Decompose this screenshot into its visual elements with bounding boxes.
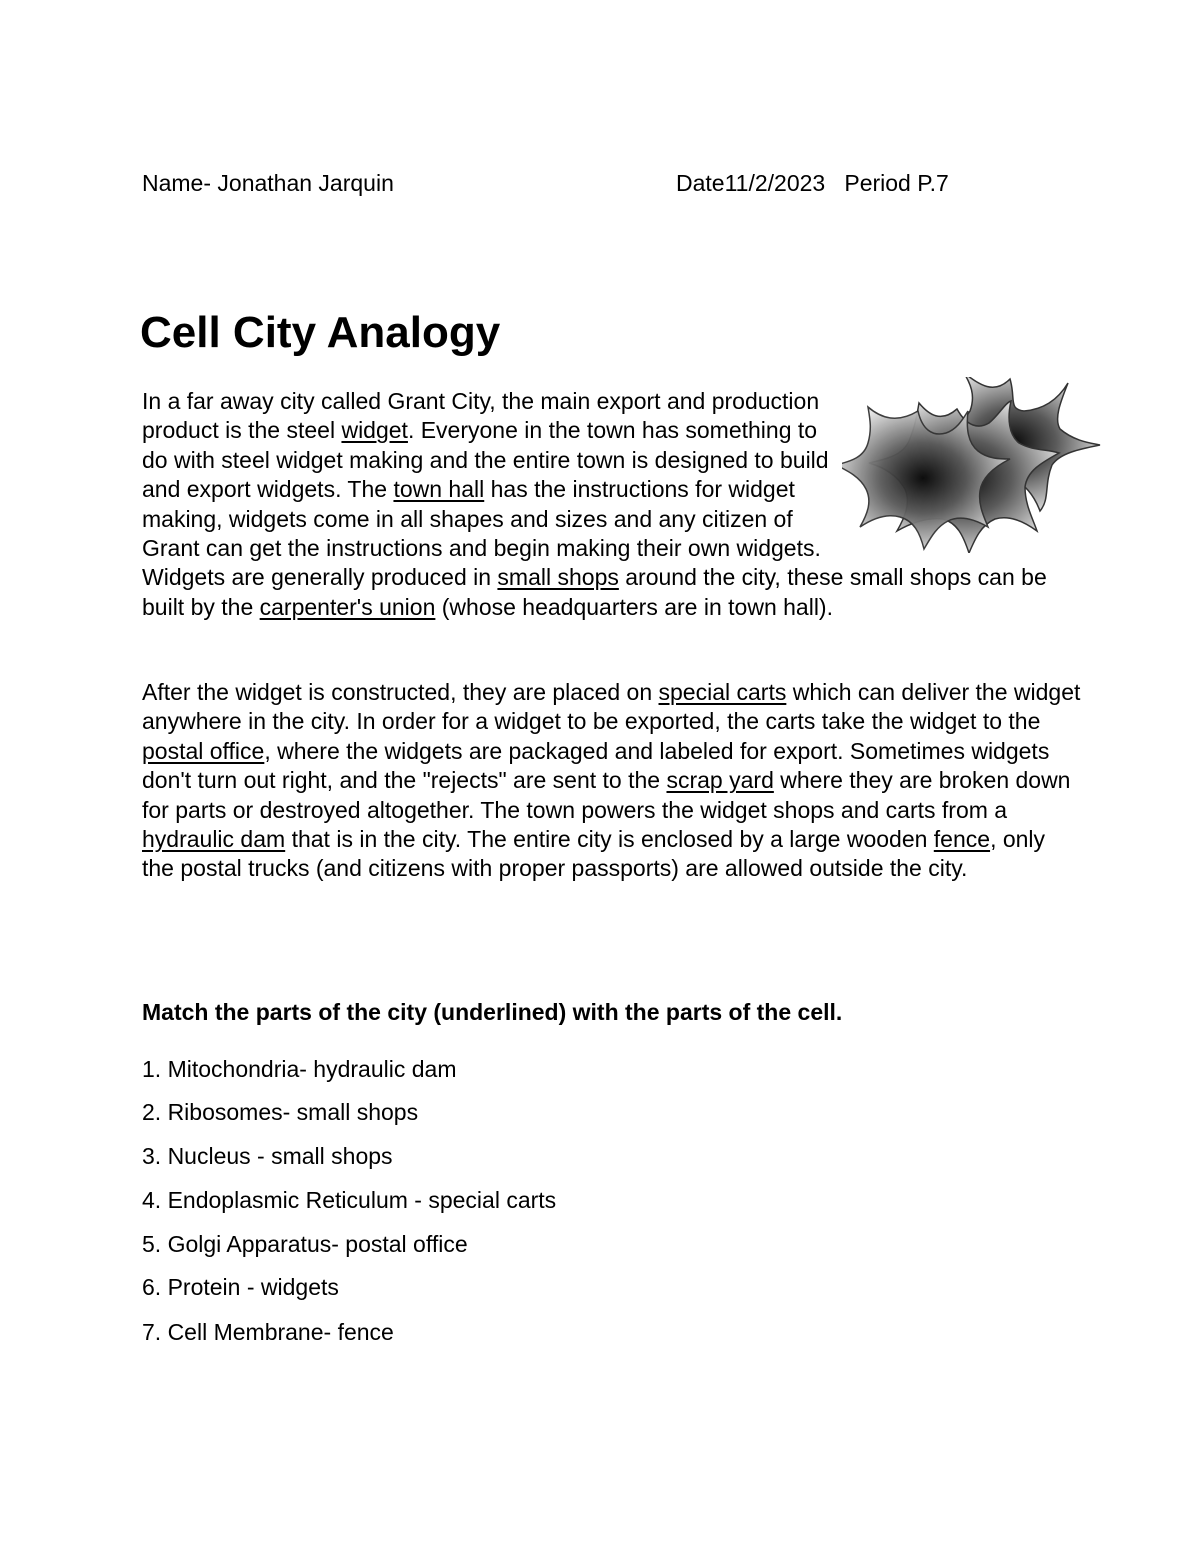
paragraph1-text-5: (whose headquarters are in town hall). <box>435 593 833 620</box>
term-scrap-yard: scrap yard <box>666 767 774 794</box>
widget-illustration <box>842 377 1112 553</box>
paragraph-city-description <box>142 387 1082 622</box>
widgets-illustration <box>842 377 1112 553</box>
answer-item-5: 5. Golgi Apparatus- postal office <box>142 1231 468 1257</box>
paragraph2-text-6: , only the postal trucks (and citizens with proper passports) are allowed outside the city. <box>142 826 1046 882</box>
paragraph1-text-2: . Everyone in the town has something to do with steel widget making and the entire town is designed to build and export widgets. The <box>142 417 829 503</box>
term-hydraulic-dam: hydraulic dam <box>142 826 286 853</box>
paragraph1-text-4: around the city, these small shops can be built by the <box>142 564 1047 620</box>
term-special-carts: special carts <box>658 679 787 705</box>
paragraph2-text-4: where they are broken down for parts or destroyed altogether. The town powers the widget shops and carts from a <box>142 767 1071 823</box>
matching-instructions: Match the parts of the city (underlined) with the parts of the cell. <box>142 999 843 1025</box>
paragraph1-text-3: has the instructions for widget making, widgets come in all shapes and sizes and any citizen of Grant can get the instructions and begin making their own widgets. Widgets are generally produced in <box>142 476 821 591</box>
term-town-hall: town hall <box>393 476 485 503</box>
term-widget: widget <box>341 417 408 444</box>
answer-item-2: 2. Ribosomes- small shops <box>142 1099 419 1125</box>
paragraph-widget-process <box>142 678 1082 884</box>
term-small-shops: small shops <box>497 564 619 591</box>
answer-item-4: 4. Endoplasmic Reticulum - special carts <box>142 1187 557 1213</box>
answer-item-3: 3. Nucleus - small shops <box>142 1143 393 1169</box>
paragraph2-text-3: , where the widgets are packaged and labeled for export. Sometimes widgets don't turn out right, and the "rejects" are sent to the <box>142 737 1050 794</box>
student-name: Name- Jonathan Jarquin <box>142 170 394 196</box>
paragraph2-text-5: that is in the city. The entire city is enclosed by a large wooden <box>285 826 934 853</box>
term-fence: fence <box>933 826 991 853</box>
answer-item-1: 1. Mitochondria- hydraulic dam <box>142 1056 457 1082</box>
answer-item-6: 6. Protein - widgets <box>142 1274 339 1300</box>
page-title: Cell City Analogy <box>140 308 501 357</box>
paragraph1-text-1: In a far away city called Grant City, the main export and production product is the steel <box>142 388 820 444</box>
date-period: Date11/2/2023 Period P.7 <box>676 170 949 196</box>
paragraph2-text-2: which can deliver the widget anywhere in the city. In order for a widget to be exported, the carts take the widget to the <box>142 679 1081 735</box>
paragraph2-text-1: After the widget is constructed, they are placed on <box>142 679 659 705</box>
term-postal-office: postal office <box>142 737 265 764</box>
answer-item-7: 7. Cell Membrane- fence <box>142 1319 394 1345</box>
term-carpenters-union: carpenter's union <box>259 593 436 620</box>
